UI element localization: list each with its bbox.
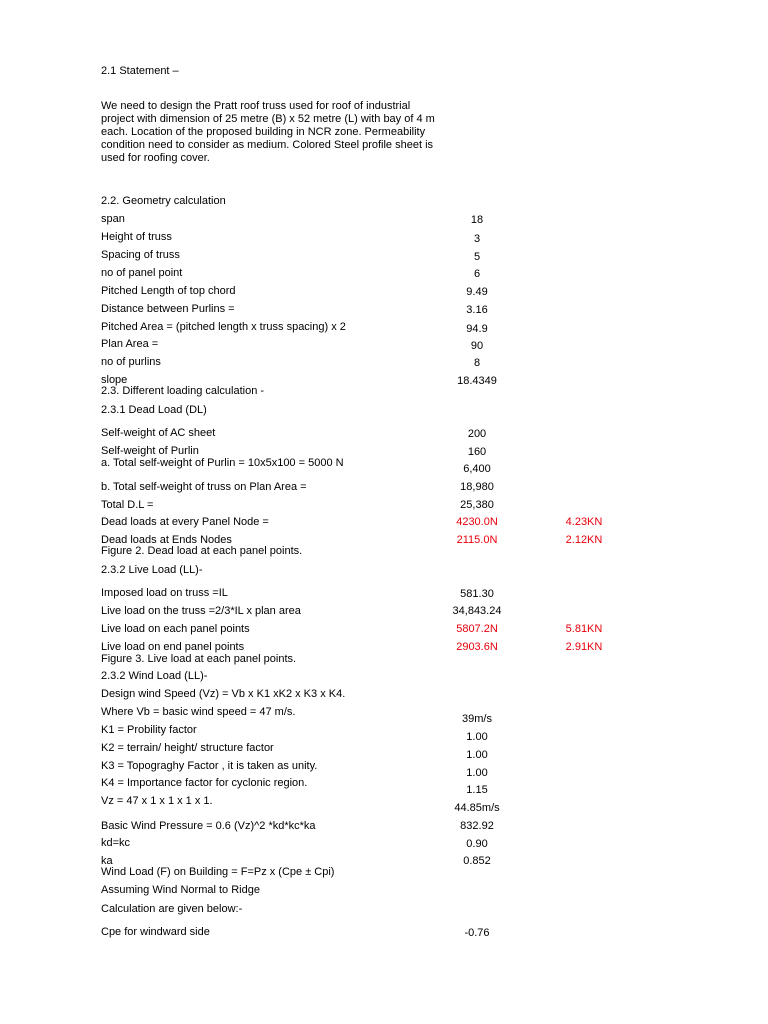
wind-load-label-cpe: Cpe for windward side <box>101 926 210 938</box>
geometry-label-pitched-length: Pitched Length of top chord <box>101 285 236 297</box>
wind-load-label-vz: Vz = 47 x 1 x 1 x 1 x 1. <box>101 795 213 807</box>
live-load-value-truss: 34,843.24 <box>452 605 502 617</box>
geometry-label-panel-points: no of panel point <box>101 267 183 279</box>
dead-load-value-purlin: 160 <box>467 446 487 458</box>
wind-load-label-calculation: Calculation are given below:- <box>101 903 243 915</box>
wind-load-label-k4: K4 = Importance factor for cyclonic region. <box>101 777 308 789</box>
dead-load-label-purlin: Self-weight of Purlin <box>101 445 199 457</box>
dead-load-value-panel-node-kn: 4.23KN <box>565 516 603 528</box>
wind-load-label-basic-speed: Where Vb = basic wind speed = 47 m/s. <box>101 706 296 718</box>
wind-load-value-k3: 1.00 <box>466 767 488 779</box>
geometry-value-panel-points: 6 <box>473 268 481 280</box>
wind-load-value-kd-kc: 0.90 <box>466 838 488 850</box>
wind-load-label-k3: K3 = Topograghy Factor , it is taken as unity. <box>101 760 318 772</box>
wind-load-value-k2: 1.00 <box>466 749 488 761</box>
geometry-value-purlin-distance: 3.16 <box>466 304 488 316</box>
dead-load-figure-caption: Figure 2. Dead load at each panel points. <box>101 545 303 557</box>
wind-load-label-k1: K1 = Probility factor <box>101 724 197 736</box>
live-load-label-panel-points: Live load on each panel points <box>101 623 250 635</box>
geometry-value-pitched-length: 9.49 <box>466 286 488 298</box>
geometry-value-height: 3 <box>473 233 481 245</box>
dead-load-value-ac-sheet: 200 <box>467 428 487 440</box>
wind-load-value-pressure: 832.92 <box>460 820 494 832</box>
geometry-value-span: 18 <box>470 214 484 226</box>
wind-load-value-k1: 1.00 <box>466 731 488 743</box>
dead-load-label-total: Total D.L = <box>101 499 154 511</box>
wind-load-heading: 2.3.2 Wind Load (LL)- <box>101 670 208 682</box>
wind-load-value-basic-speed: 39m/s <box>462 713 492 725</box>
live-load-label-truss: Live load on the truss =2/3*IL x plan area <box>101 605 301 617</box>
wind-load-label-design-speed: Design wind Speed (Vz) = Vb x K1 xK2 x K3 x K4. <box>101 688 346 700</box>
wind-load-value-ka: 0.852 <box>463 855 491 867</box>
geometry-value-slope: 18.4349 <box>457 375 497 387</box>
dead-load-value-end-nodes-kn: 2.12KN <box>565 534 603 546</box>
geometry-label-spacing: Spacing of truss <box>101 249 180 261</box>
geometry-value-plan-area: 90 <box>470 340 484 352</box>
live-load-value-panel-points-n: 5807.2N <box>456 623 498 635</box>
geometry-value-purlins: 8 <box>473 357 481 369</box>
live-load-value-imposed: 581.30 <box>460 588 494 600</box>
dead-load-value-total: 25,380 <box>460 499 494 511</box>
geometry-label-plan-area: Plan Area = <box>101 338 159 350</box>
wind-load-value-vz: 44.85m/s <box>454 802 500 814</box>
live-load-heading: 2.3.2 Live Load (LL)- <box>101 564 203 576</box>
statement-heading: 2.1 Statement – <box>101 65 179 77</box>
geometry-label-purlins: no of purlins <box>101 356 161 368</box>
wind-load-label-ka: ka <box>101 855 113 867</box>
loading-heading: 2.3. Different loading calculation - <box>101 385 265 397</box>
geometry-heading: 2.2. Geometry calculation <box>101 195 226 207</box>
geometry-label-span: span <box>101 213 125 225</box>
live-load-label-imposed: Imposed load on truss =IL <box>101 587 228 599</box>
statement-paragraph: We need to design the Pratt roof truss used for roof of industrial project with dimension of 25 metre (B) x 52 metre (L) with bay of 4 m each. Location of the proposed building in NCR zone. Permeability condition need to consider as medium. Colored Steel profile sheet is used for roofing cover. <box>101 100 435 164</box>
live-load-value-end-panel-n: 2903.6N <box>456 641 498 653</box>
dead-load-label-ac-sheet: Self-weight of AC sheet <box>101 427 216 439</box>
wind-load-label-formula: Wind Load (F) on Building = F=Pz x (Cpe ± Cpi) <box>101 866 335 878</box>
wind-load-label-k2: K2 = terrain/ height/ structure factor <box>101 742 274 754</box>
dead-load-value-end-nodes-n: 2115.0N <box>456 534 498 546</box>
geometry-label-pitched-area: Pitched Area = (pitched length x truss spacing) x 2 <box>101 321 346 333</box>
geometry-label-slope: slope <box>101 374 128 386</box>
live-load-label-end-panel: Live load on end panel points <box>101 641 245 653</box>
wind-load-value-cpe: -0.76 <box>464 927 490 939</box>
wind-load-label-assumption: Assuming Wind Normal to Ridge <box>101 884 260 896</box>
geometry-value-pitched-area: 94.9 <box>466 323 488 335</box>
live-load-value-panel-points-kn: 5.81KN <box>565 623 603 635</box>
geometry-label-purlin-distance: Distance between Purlins = <box>101 303 235 315</box>
dead-load-heading: 2.3.1 Dead Load (DL) <box>101 404 207 416</box>
dead-load-label-end-nodes: Dead loads at Ends Nodes <box>101 534 232 546</box>
live-load-value-end-panel-kn: 2.91KN <box>565 641 603 653</box>
geometry-value-spacing: 5 <box>473 251 481 263</box>
geometry-label-height: Height of truss <box>101 231 172 243</box>
dead-load-label-total-purlin: a. Total self-weight of Purlin = 10x5x100 = 5000 N <box>101 457 344 469</box>
wind-load-label-kd-kc: kd=kc <box>101 837 131 849</box>
dead-load-label-truss: b. Total self-weight of truss on Plan Area = <box>101 481 307 493</box>
wind-load-label-pressure: Basic Wind Pressure = 0.6 (Vz)^2 *kd*kc*ka <box>101 820 316 832</box>
dead-load-value-panel-node-n: 4230.0N <box>456 516 498 528</box>
dead-load-label-panel-node: Dead loads at every Panel Node = <box>101 516 269 528</box>
live-load-figure-caption: Figure 3. Live load at each panel points. <box>101 653 297 665</box>
wind-load-value-k4: 1.15 <box>466 784 488 796</box>
dead-load-value-total-purlin: 6,400 <box>463 463 491 475</box>
dead-load-value-truss: 18,980 <box>460 481 494 493</box>
